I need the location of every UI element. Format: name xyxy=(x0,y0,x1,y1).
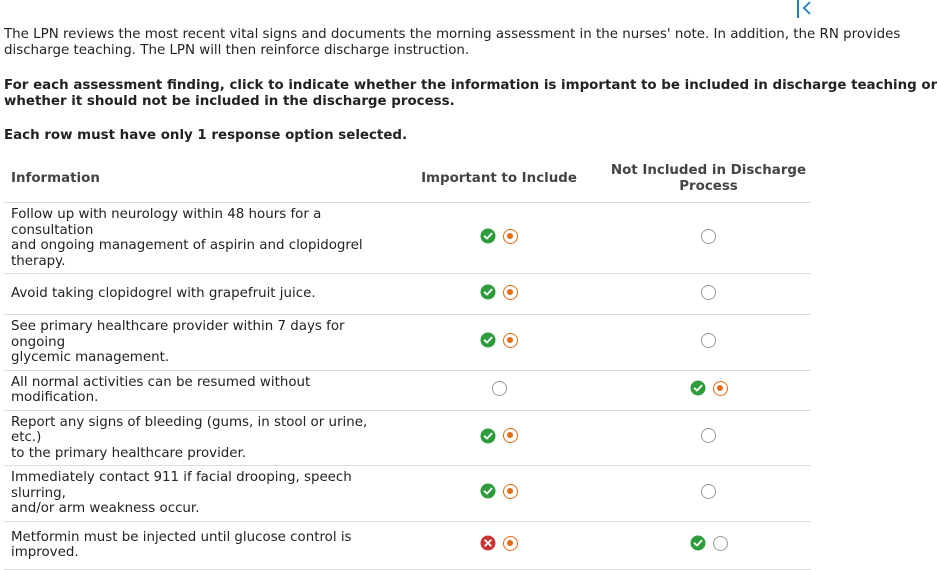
row-information-line: Report any signs of bleeding (gums, in stool or urine, etc.) xyxy=(11,414,368,445)
row-information-line: therapy. xyxy=(11,253,66,269)
option-cell-exclude xyxy=(606,315,811,371)
option-cell-exclude xyxy=(606,521,811,569)
check-circle-icon xyxy=(480,483,496,499)
option-group xyxy=(480,483,518,499)
row-information xyxy=(4,203,392,274)
option-cell-exclude xyxy=(606,203,811,274)
option-group xyxy=(480,428,518,444)
column-header-not-included-line-2: Process xyxy=(679,178,738,194)
column-header-important: Important to Include xyxy=(392,155,606,203)
option-group xyxy=(701,229,716,244)
option-cell-include xyxy=(392,521,606,569)
collapse-left-icon[interactable] xyxy=(797,0,819,18)
option-cell-exclude xyxy=(606,466,811,522)
check-circle-icon xyxy=(690,535,706,551)
column-header-not-included-line-1: Not Included in Discharge xyxy=(610,162,807,178)
option-cell-include xyxy=(392,466,606,522)
option-cell-exclude xyxy=(606,410,811,466)
radio-include[interactable] xyxy=(503,333,518,348)
row-information-line: to the primary healthcare provider. xyxy=(11,445,247,461)
radio-include[interactable] xyxy=(503,428,518,443)
table-row xyxy=(4,203,811,274)
radio-exclude[interactable] xyxy=(713,381,728,396)
instruction-line-1: For each assessment finding, click to indicate whether the information is important to be included in discharge teaching or xyxy=(4,78,937,93)
radio-include[interactable] xyxy=(503,484,518,499)
check-circle-icon xyxy=(480,428,496,444)
radio-include[interactable] xyxy=(503,285,518,300)
table-header-row xyxy=(4,155,811,203)
option-group xyxy=(480,535,518,551)
option-group xyxy=(492,381,507,396)
check-circle-icon xyxy=(690,380,706,396)
option-group xyxy=(701,428,716,443)
row-information xyxy=(4,466,392,522)
row-information-line: Follow up with neurology within 48 hours for a consultation xyxy=(11,207,322,238)
row-information-line: See primary healthcare provider within 7 days for ongoing xyxy=(11,319,345,350)
option-group xyxy=(690,535,728,551)
intro-line-1: The LPN reviews the most recent vital signs and documents the morning assessment in the nurses' note. In addition, the RN provides xyxy=(4,27,901,42)
row-information xyxy=(4,370,392,410)
column-header-not-included xyxy=(606,155,811,203)
radio-exclude[interactable] xyxy=(701,229,716,244)
response-matrix xyxy=(4,155,811,570)
row-information-line: improved. xyxy=(11,545,79,560)
check-circle-icon xyxy=(480,332,496,348)
option-cell-include xyxy=(392,410,606,466)
radio-include[interactable] xyxy=(503,229,518,244)
option-group xyxy=(690,380,728,396)
table-row xyxy=(4,274,811,315)
option-cell-include xyxy=(392,370,606,410)
option-cell-include xyxy=(392,203,606,274)
check-circle-icon xyxy=(480,228,496,244)
row-information-line: Metformin must be injected until glucose control is xyxy=(11,529,352,545)
row-information-line: and/or arm weakness occur. xyxy=(11,501,200,516)
instruction-line-2: whether it should not be included in the discharge process. xyxy=(4,94,455,109)
intro-text xyxy=(4,27,900,59)
table-row xyxy=(4,410,811,466)
option-group xyxy=(701,333,716,348)
option-cell-include xyxy=(392,274,606,315)
instruction-text xyxy=(4,78,937,110)
radio-include[interactable] xyxy=(492,381,507,396)
row-information-line: All normal activities can be resumed without modification. xyxy=(11,374,311,405)
radio-exclude[interactable] xyxy=(701,285,716,300)
table-row xyxy=(4,315,811,371)
option-group xyxy=(480,284,518,300)
row-information-line: glycemic management. xyxy=(11,350,170,365)
option-cell-include xyxy=(392,315,606,371)
radio-exclude[interactable] xyxy=(713,536,728,551)
row-information xyxy=(4,521,392,569)
table-row xyxy=(4,370,811,410)
check-circle-icon xyxy=(480,284,496,300)
option-cell-exclude xyxy=(606,274,811,315)
option-group xyxy=(480,228,518,244)
rule-line: Each row must have only 1 response option selected. xyxy=(4,128,408,143)
rule-text xyxy=(4,128,407,144)
row-information-line: Avoid taking clopidogrel with grapefruit juice. xyxy=(11,286,316,302)
intro-line-2: discharge teaching. The LPN will then reinforce discharge instruction. xyxy=(4,43,470,58)
row-information xyxy=(4,274,392,315)
radio-exclude[interactable] xyxy=(701,484,716,499)
option-group xyxy=(701,285,716,300)
row-information-line: and ongoing management of aspirin and clopidogrel xyxy=(11,238,363,253)
option-cell-exclude xyxy=(606,370,811,410)
radio-exclude[interactable] xyxy=(701,333,716,348)
row-information xyxy=(4,315,392,371)
table-row xyxy=(4,466,811,522)
radio-exclude[interactable] xyxy=(701,428,716,443)
column-header-information: Information xyxy=(4,155,392,203)
row-information-line: Immediately contact 911 if facial drooping, speech slurring, xyxy=(11,470,352,501)
x-circle-icon xyxy=(480,535,496,551)
option-group xyxy=(701,484,716,499)
radio-include[interactable] xyxy=(503,536,518,551)
option-group xyxy=(480,332,518,348)
row-information xyxy=(4,410,392,466)
table-row xyxy=(4,521,811,569)
